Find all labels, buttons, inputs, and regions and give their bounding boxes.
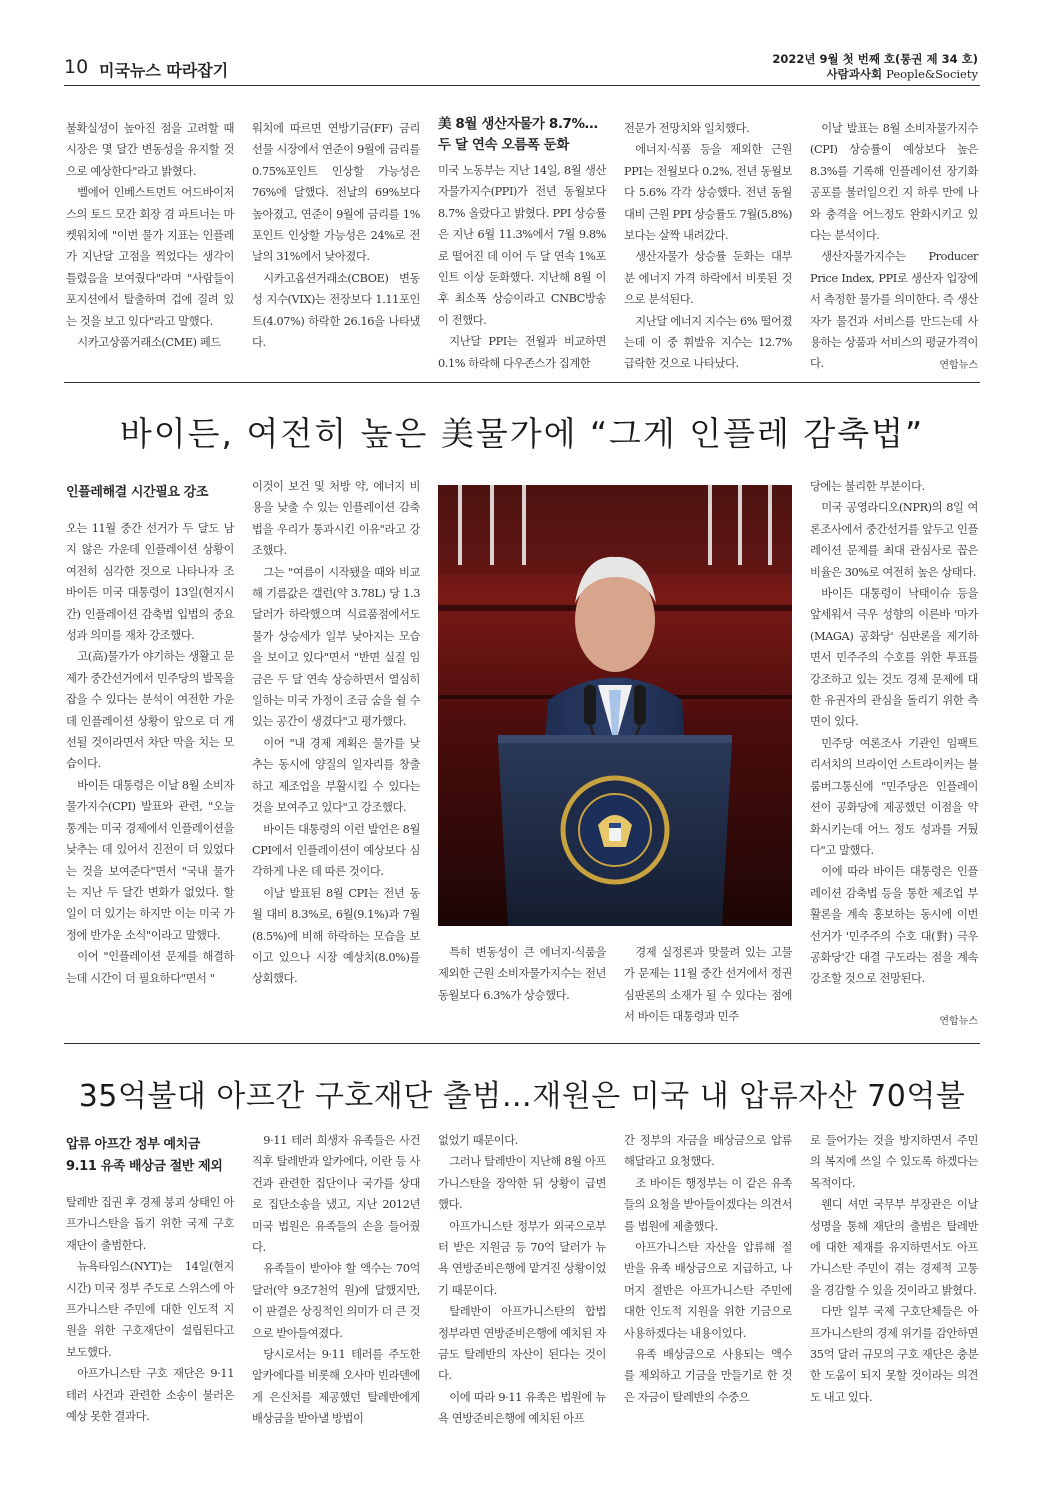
paragraph: 당시로서는 9·11 테러를 주도한 알카에다를 비롯해 오사마 빈라덴에게 은신처를 제공했던 탈레반에게 배상금을 받아낼 방법이 <box>252 1348 420 1426</box>
paragraph: 바이든 대통령은 이날 8월 소비자물가지수(CPI) 발표와 관련, "오늘 통계는 미국 경제에서 인플레이션을 낮추는 데 있어서 진전이 더 있었다는 것을 보여준다"면서 "국내 물가는 지난 두 달간 변화가 없었다. 할 일이 더 있기는 하지만 이는 미국 가정에 반가운 소식"이라고 말했다. <box>66 778 234 942</box>
paragraph: 유족들이 받아야 할 액수는 70억 달러(약 9조7천억 원)에 달했지만, 이 판결은 상징적인 의미가 더 큰 것으로 받아들여졌다. <box>252 1262 420 1340</box>
paragraph: 이날 발표는 8월 소비자물가지수(CPI) 상승률이 예상보다 높은 8.3%를 기록해 인플레이션 장기화 공포를 불러일으킨 지 하루 만에 나와 충격을 어느정도 완화시키고 있다는 분석이다. <box>810 122 978 243</box>
section-divider-1 <box>64 382 980 383</box>
paragraph: 그는 "여름이 시작됐을 때와 비교해 기름값은 갤런(약 3.78L) 당 1.3달러가 하락했으며 식료품점에서도 물가 상승세가 일부 낮아지는 모습을 보이고 있다"면서 "반면 실질 임금은 두 달 연속 상승하면서 열심히 일하는 미국 가정이 조금 숨을 쉴 수 있는 공간이 생겼다"고 평가했다. <box>252 565 420 729</box>
paragraph: 미국 노동부는 지난 14일, 8월 생산자물가지수(PPI)가 전년 동월보다 8.7% 올랐다고 밝혔다. PPI 상승률은 지난 6월 11.3%에서 7월 9.8%로 떨어진 데 이어 두 달 연속 1%포인트 이상 둔화했다. 지난해 8월 이후 최소폭 상승이라고 CNBC방송이 전했다. <box>438 164 606 327</box>
biden-podium-photo <box>438 485 792 926</box>
article3-subhead-line2: 9.11 유족 배상금 절반 제외 <box>66 1159 223 1174</box>
paragraph: 탈레반 집권 후 경제 붕괴 상태인 아프가니스탄을 돕기 위한 국제 구호재단이 출범한다. <box>66 1196 234 1252</box>
paragraph: 이날 발표된 8월 CPI는 전년 동월 대비 8.3%로, 6월(9.1%)과 7월(8.5%)에 비해 하락하는 모습을 보이고 있으나 시장 예상치(8.0%)를 상회했다. <box>252 886 420 986</box>
paragraph: 전문가 전망치와 일치했다. <box>624 122 750 135</box>
article2-headline: 바이든, 여전히 높은 美물가에 “그게 인플레 감축법” <box>119 414 925 453</box>
paragraph: 특히 변동성이 큰 에너지·식품을 제외한 근원 소비자물가지수는 전년 동월보다 6.3%가 상승했다. <box>438 946 606 1002</box>
paragraph: 불확실성이 높아진 점을 고려할 때 시장은 몇 달간 변동성을 유지할 것으로 예상한다"라고 밝혔다. <box>66 122 234 178</box>
paragraph: 이에 따라 9·11 유족은 법원에 뉴욕 연방준비은행에 예치된 아프 <box>438 1390 606 1426</box>
article2-col-5 <box>810 476 978 990</box>
top-article-col-1 <box>66 118 234 353</box>
article2-col-4 <box>624 942 792 1028</box>
paragraph: 시카고상품거래소(CME) 페드 <box>77 336 221 350</box>
article2-source: 연합뉴스 <box>939 1016 978 1027</box>
paragraph: 생산자물가 상승률 둔화는 대부분 에너지 가격 하락에서 비롯된 것으로 분석된다. <box>624 250 792 307</box>
paragraph: 민주당 여론조사 기관인 임팩트 리서치의 브라이언 스트라이커는 블룸버그통신에 "민주당은 인플레이션이 공화당에 제공했던 이점을 약화시키는데 어느 정도 성과를 거뒀다"고 말했다. <box>810 736 978 857</box>
paragraph: 경제 실정론과 맞물려 있는 고물가 문제는 11월 중간 선거에서 정권심판론의 소재가 될 수 있다는 점에서 바이든 대통령과 민주 <box>624 946 792 1024</box>
top-article-col-3 <box>438 114 606 374</box>
article2-col-1 <box>66 482 234 989</box>
ppi-box-title-line2: 두 달 연속 오름폭 둔화 <box>438 137 569 153</box>
article3-col-2 <box>252 1130 420 1430</box>
issue-line: 2022년 9월 첫 번째 호(통권 제 34 호) <box>772 52 978 66</box>
paragraph: 탈레반이 아프가니스탄의 합법 정부라면 연방준비은행에 예치된 자금도 탈레반의 자산이 된다는 것이다. <box>438 1305 606 1383</box>
article2-subhead: 인플레해결 시간필요 강조 <box>66 485 208 500</box>
top-article-source: 연합뉴스 <box>939 360 978 371</box>
paragraph: 이것이 보건 및 처방 약, 에너지 비용을 낮출 수 있는 인플레이션 감축법을 우리가 통과시킨 이유"라고 강조했다. <box>252 480 420 558</box>
paragraph: 당에는 불리한 부분이다. <box>810 480 925 493</box>
publisher-ko: 사람과사회 <box>826 67 883 81</box>
paragraph: 이어 "내 경제 계획은 물가를 낮추는 동시에 양질의 일자리를 창출하고 제조업을 부활시킬 수 있다는 것을 보여주고 있다"고 강조했다. <box>252 736 420 815</box>
issue-info <box>772 52 978 82</box>
article3-headline: 35억불대 아프간 구호재단 출범…재원은 미국 내 압류자산 70억불 <box>78 1079 966 1114</box>
paragraph: 로 들어가는 것을 방지하면서 주민의 복지에 쓰일 수 있도록 하겠다는 목적이다. <box>810 1134 978 1190</box>
paragraph: 뉴욕타임스(NYT)는 14일(현지 시간) 미국 정부 주도로 스위스에 아프가니스탄 주민에 대한 인도적 지원을 위한 구호재단이 설립된다고 보도했다. <box>66 1260 234 1359</box>
article2-col-2 <box>252 476 420 990</box>
article3-col-1 <box>66 1134 234 1427</box>
paragraph: 유족 배상금으로 사용되는 액수를 제외하고 기금을 만들기로 한 것은 자금이 탈레반의 수중으 <box>624 1348 792 1404</box>
article3-col-5 <box>810 1130 978 1408</box>
paragraph: 오는 11월 중간 선거가 두 달도 남지 않은 가운데 인플레이션 상황이 여전히 심각한 것으로 나타나자 조 바이든 미국 대통령이 13일(현지시간) 인플레이션 감축법 입법의 중요성과 의미를 재차 강조했다. <box>66 522 234 643</box>
paragraph: 조 바이든 행정부는 이 같은 유족들의 요청을 받아들이겠다는 의견서를 법원에 제출했다. <box>624 1176 792 1233</box>
paragraph: 생산자물가지수는 Producer Price Index, PPI로 생산자 입장에서 측정한 물가를 의미한다. 즉 생산자가 물건과 서비스를 만드는데 사용하는 상품과 서비스의 평균가격이다. <box>810 250 978 371</box>
paragraph: 아프가니스탄 구호 재단은 9·11 테러 사건과 관련한 소송이 불러온 예상 못한 결과다. <box>66 1367 234 1424</box>
article3-col-3 <box>438 1130 606 1430</box>
publisher-en: People&Society <box>886 67 978 81</box>
header-rule <box>64 85 980 86</box>
paragraph: 9·11 테러 희생자 유족들은 사건 직후 탈레반과 알카에다, 이란 등 사건과 관련한 집단이나 국가를 상대로 집단소송을 냈고, 지난 2012년 미국 법원은 유족들의 손을 들어줬다. <box>252 1134 420 1255</box>
photo-illustration <box>438 485 792 926</box>
paragraph: 지난달 에너지 지수는 6% 떨어졌는데 이 중 휘발유 지수는 12.7% 급락한 것으로 나타났다. <box>624 314 792 371</box>
paragraph: 그러나 탈레반이 지난해 8월 아프가니스탄을 장악한 뒤 상황이 급변했다. <box>438 1155 606 1212</box>
top-article-col-5 <box>810 118 978 375</box>
top-article-col-2 <box>252 118 420 353</box>
paragraph: 바이든 대통령의 이런 발언은 8월 CPI에서 인플레이션이 예상보다 심각하게 나온 데 따른 것이다. <box>252 822 420 879</box>
paragraph: 미국 공영라디오(NPR)의 8일 여론조사에서 중간선거를 앞두고 인플레이션 문제를 최대 관심사로 꼽은 비율은 30%로 여전히 높은 상태다. <box>810 501 978 579</box>
article3-subhead-line1: 압류 아프간 정부 예치금 <box>66 1137 200 1152</box>
paragraph: 바이든 대통령이 낙태이슈 등을 앞세워서 극우 성향의 이른바 '마가(MAGA) 공화당' 심판론을 제기하면서 민주주의 수호를 위한 투표를 강조하고 있는 것도 경제 문제에 대한 유권자의 관심을 돌리기 위한 측면이 있다. <box>810 587 978 729</box>
paragraph: 이에 따라 바이든 대통령은 인플레이션 감축법 등을 통한 제조업 부활론을 계속 홍보하는 동시에 이번 선거가 '민주주의 수호 대(對) 극우 공화당'간 대결 구도라는 점을 계속 강조할 것으로 전망된다. <box>810 865 978 986</box>
ppi-box-title-line1: 美 8월 생산자물가 8.7%… <box>438 116 598 132</box>
article3-col-4 <box>624 1130 792 1408</box>
section-title: 미국뉴스 따라잡기 <box>99 61 229 80</box>
paragraph: 지난달 PPI는 전월과 비교하면 0.1% 하락해 다우존스가 집계한 <box>438 335 606 370</box>
paragraph: 아프가니스탄 자산을 압류해 절반을 유족 배상금으로 지급하고, 나머지 절반은 아프가니스탄 주민에 대한 인도적 지원을 위한 기금으로 사용하겠다는 내용이었다. <box>624 1241 792 1340</box>
paragraph: 워치에 따르면 연방기금(FF) 금리 선물 시장에서 연준이 9월에 금리를 0.75%포인트 인상할 가능성은 76%에 달했다. 전날의 69%보다 높아졌고, 연준이 9월에 금리를 1%포인트 인상할 가능성은 24%로 전날의 31%에서 낮아졌다. <box>252 122 420 264</box>
article2-col-3 <box>438 942 606 1006</box>
paragraph: 이어 "인플레이션 문제를 해결하는데 시간이 더 필요하다"면서 " <box>66 950 234 985</box>
page-number: 10 <box>64 56 89 78</box>
paragraph: 웬디 셔먼 국무부 부장관은 이날 성명을 통해 재단의 출범은 탈레반에 대한 제재를 유지하면서도 아프가니스탄 주민이 겪는 경제적 고통을 경감할 수 있을 것이라고 밝혔다. <box>810 1198 978 1297</box>
paragraph: 간 정부의 자금을 배상금으로 압류해달라고 요청했다. <box>624 1134 792 1169</box>
section-divider-2 <box>64 1043 980 1044</box>
publisher <box>772 67 978 82</box>
paragraph: 다만 일부 국제 구호단체들은 아프가니스탄의 경제 위기를 감안하면 35억 달러 규모의 구호 재단은 충분한 도움이 되지 못할 것이라는 의견도 내고 있다. <box>810 1305 978 1404</box>
ppi-box-title <box>438 114 606 156</box>
paragraph: 없었기 때문이다. <box>438 1134 518 1147</box>
paragraph: 아프가니스탄 정부가 외국으로부터 받은 지원금 등 70억 달러가 뉴욕 연방준비은행에 맡겨진 상황이었기 때문이다. <box>438 1219 606 1297</box>
paragraph: 고(高)물가가 야기하는 생활고 문제가 중간선거에서 민주당의 발목을 잡을 수 있다는 분석이 여전한 가운데 인플레이션 상황이 앞으로 더 개선될 것이라면서 차단 막을 치는 모습이다. <box>66 650 234 771</box>
paragraph: 벨에어 인베스트먼트 어드바이저스의 토드 모간 회장 겸 파트너는 마켓워치에 "이번 물가 지표는 인플레가 지난달 고점을 찍었다는 생각이 틀렸음을 보여줬다"라며 "사람들이 포지션에서 탈출하며 겁에 질려 있는 것을 보고 있다"라고 말했다. <box>66 186 234 328</box>
article3-subhead <box>66 1134 234 1178</box>
top-article-col-4 <box>624 118 792 375</box>
paragraph: 시카고옵션거래소(CBOE) 변동성 지수(VIX)는 전장보다 1.11포인트(4.07%) 하락한 26.16을 나타냈다. <box>252 271 420 350</box>
paragraph: 에너지·식품 등을 제외한 근원 PPI는 전월보다 0.2%, 전년 동월보다 5.6% 각각 상승했다. 전년 동월 대비 근원 PPI 상승률도 7월(5.8%)보다는 살짝 내려갔다. <box>624 143 792 243</box>
